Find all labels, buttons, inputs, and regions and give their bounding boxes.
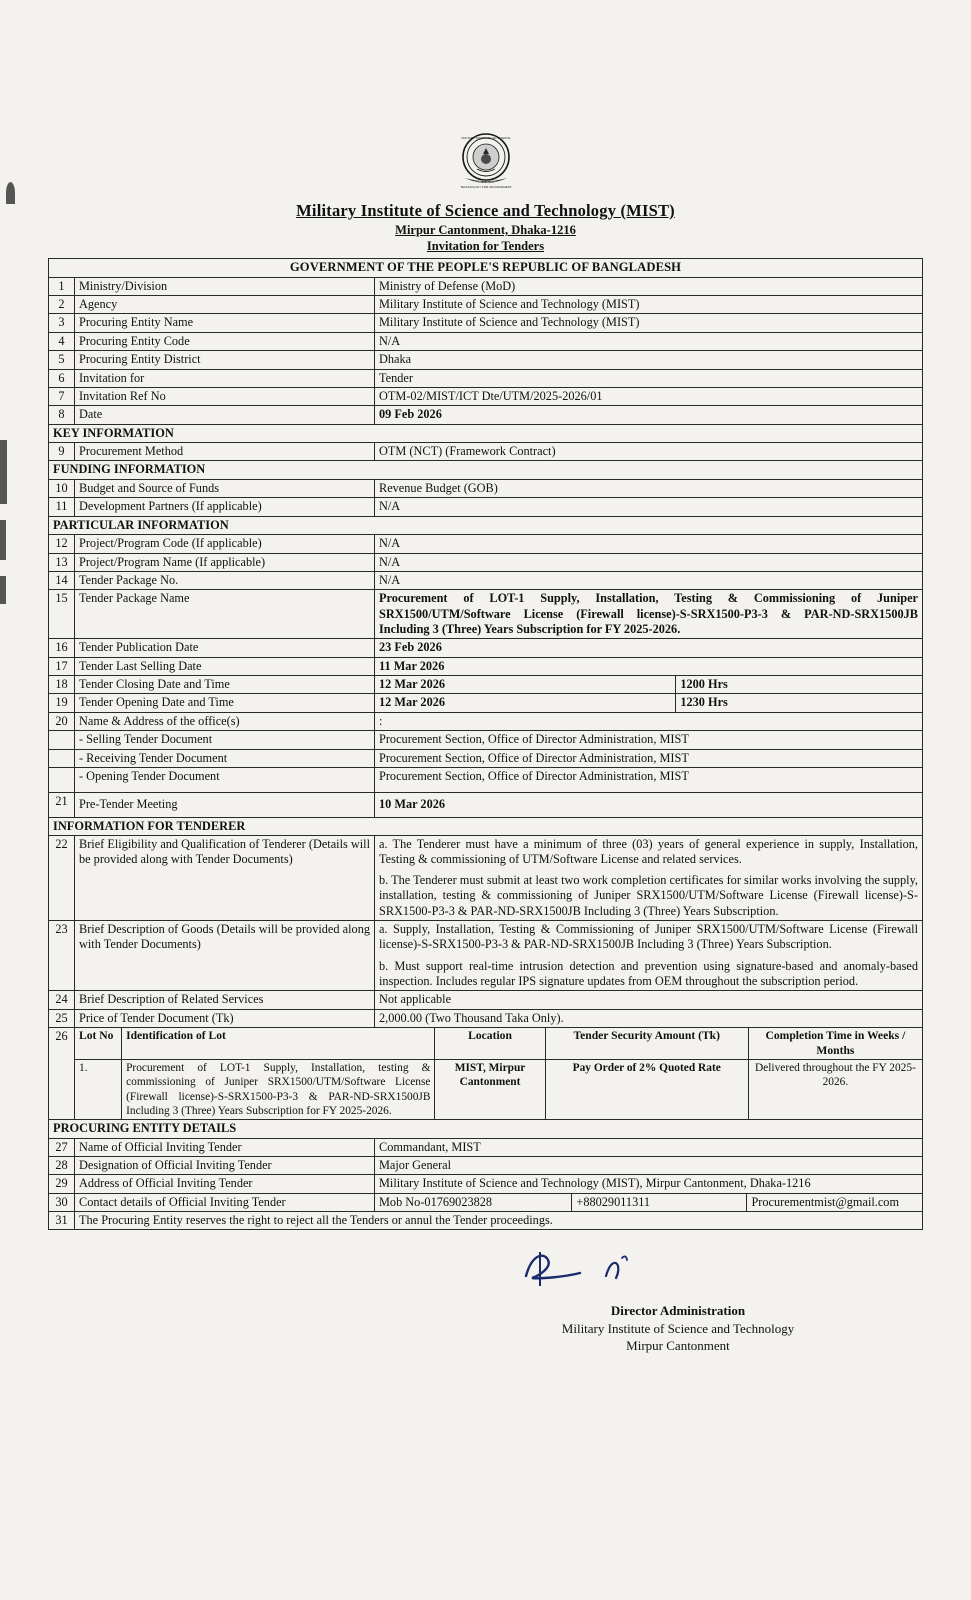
table-row	[49, 314, 923, 332]
row-label: Contact details of Official Inviting Tender	[75, 1193, 375, 1211]
row-number	[49, 749, 75, 767]
lot-completion-header: Completion Time in Weeks / Months	[748, 1028, 922, 1059]
table-row	[49, 1156, 923, 1174]
lot-header-row	[75, 1028, 922, 1059]
table-row	[49, 406, 923, 424]
government-banner: GOVERNMENT OF THE PEOPLE'S REPUBLIC OF BANGLADESH	[49, 259, 923, 278]
row-value: N/A	[375, 332, 923, 350]
row-number: 30	[49, 1193, 75, 1211]
row-label: Tender Package Name	[75, 590, 375, 639]
row-label: Tender Opening Date and Time	[75, 694, 375, 712]
row-label: Name of Official Inviting Tender	[75, 1138, 375, 1156]
row-label: Brief Eligibility and Qualification of Tenderer (Details will be provided along with Tender Documents)	[75, 836, 375, 921]
closing-date: 12 Mar 2026	[379, 677, 446, 692]
table-row	[49, 991, 923, 1009]
row-value	[375, 836, 923, 921]
table-row	[49, 296, 923, 314]
lot-identification-value: Procurement of LOT-1 Supply, Installation, testing & commissioning of Juniper SRX1500/UTM/Software License (Firewall license)-S-SRX1500-P3-3 & PAR-ND-SRX1500JB Including 3 (Three) Years Subscription for FY 2025-2026.	[122, 1060, 435, 1120]
row-value: Procurement Section, Office of Director Administration, MIST	[375, 767, 923, 792]
row-value	[375, 920, 923, 990]
row-number: 9	[49, 443, 75, 461]
table-row	[49, 1175, 923, 1193]
signature-caption	[468, 1302, 888, 1355]
table-row	[49, 1009, 923, 1027]
row-label: Price of Tender Document (Tk)	[75, 1009, 375, 1027]
opening-datetime-table	[375, 694, 922, 711]
row-number: 11	[49, 498, 75, 516]
table-row	[49, 694, 923, 712]
row-label: Procuring Entity Name	[75, 314, 375, 332]
row-label: Tender Closing Date and Time	[75, 676, 375, 694]
row-value	[375, 676, 923, 694]
table-row	[49, 553, 923, 571]
row-number: 23	[49, 920, 75, 990]
row-value: N/A	[375, 535, 923, 553]
section-header-row	[49, 817, 923, 836]
table-row	[49, 749, 923, 767]
row-value: 2,000.00 (Two Thousand Taka Only).	[375, 1009, 923, 1027]
row-value	[375, 1193, 923, 1211]
row-number: 4	[49, 332, 75, 350]
section-header-row	[49, 1120, 923, 1139]
row-number: 21	[49, 793, 75, 817]
lot-details-table	[75, 1028, 922, 1119]
document-type: Invitation for Tenders	[426, 239, 545, 253]
table-row	[49, 767, 923, 792]
row-label: Procuring Entity District	[75, 351, 375, 369]
table-row	[49, 387, 923, 405]
row-value: 23 Feb 2026	[375, 639, 923, 657]
table-row	[49, 1138, 923, 1156]
handwritten-signature-icon	[518, 1246, 648, 1292]
section-information-for-tenderer: INFORMATION FOR TENDERER	[49, 817, 923, 836]
row-label: Tender Package No.	[75, 571, 375, 589]
section-header-row	[49, 424, 923, 443]
signatory-location: Mirpur Cantonment	[626, 1338, 730, 1354]
row-value: Major General	[375, 1156, 923, 1174]
tender-information-table	[48, 258, 923, 1230]
row-number: 20	[49, 712, 75, 730]
row-number: 25	[49, 1009, 75, 1027]
row-value: 11 Mar 2026	[375, 657, 923, 675]
row-value: Procurement Section, Office of Director Administration, MIST	[375, 749, 923, 767]
row-number: 13	[49, 553, 75, 571]
row-value: Military Institute of Science and Technology (MIST)	[375, 296, 923, 314]
lot-location-header: Location	[435, 1028, 545, 1059]
table-row	[49, 1193, 923, 1211]
row-value: Revenue Budget (GOB)	[375, 479, 923, 497]
row-number: 28	[49, 1156, 75, 1174]
row-number: 1	[49, 277, 75, 295]
row-label: - Selling Tender Document	[75, 731, 375, 749]
row-number	[49, 731, 75, 749]
organization-address: Mirpur Cantonment, Dhaka-1216	[395, 223, 576, 237]
row-label: Name & Address of the office(s)	[75, 712, 375, 730]
row-label: Address of Official Inviting Tender	[75, 1175, 375, 1193]
row-label: Date	[75, 406, 375, 424]
row-number: 22	[49, 836, 75, 921]
table-row	[49, 369, 923, 387]
contact-details-table	[375, 1194, 922, 1211]
tender-package-name-value: Procurement of LOT-1 Supply, Installation, Testing & Commissioning of Juniper SRX1500/UTM/Software License (Firewall license)-S-SRX1500-P3-3 & PAR-ND-SRX1500JB Including 3 (Three) Years Subscription for FY 2025-2026.	[375, 590, 923, 639]
row-label: Project/Program Name (If applicable)	[75, 553, 375, 571]
row-value: N/A	[375, 571, 923, 589]
row-label: Brief Description of Goods (Details will be provided along with Tender Documents)	[75, 920, 375, 990]
row-value: N/A	[375, 498, 923, 516]
row-value: Procurement Section, Office of Director Administration, MIST	[375, 731, 923, 749]
crest-logo-container	[0, 0, 971, 195]
svg-text:BANGLADESH: BANGLADESH	[473, 180, 498, 184]
row-number: 24	[49, 991, 75, 1009]
table-row	[49, 332, 923, 350]
row-value: N/A	[375, 553, 923, 571]
row-label: - Receiving Tender Document	[75, 749, 375, 767]
row-label: - Opening Tender Document	[75, 767, 375, 792]
section-particular-information: PARTICULAR INFORMATION	[49, 516, 923, 535]
opening-time: 1230 Hrs	[676, 694, 922, 711]
section-header-row	[49, 516, 923, 535]
row-label: Budget and Source of Funds	[75, 479, 375, 497]
row-number: 5	[49, 351, 75, 369]
signatory-organization: Military Institute of Science and Technology	[561, 1320, 795, 1336]
row-number: 12	[49, 535, 75, 553]
row-label: Agency	[75, 296, 375, 314]
table-row	[49, 731, 923, 749]
row-label: Invitation for	[75, 369, 375, 387]
row-value: Ministry of Defense (MoD)	[375, 277, 923, 295]
lot-table-row	[49, 1028, 923, 1120]
row-number: 14	[49, 571, 75, 589]
table-row	[49, 657, 923, 675]
signatory-designation: Director Administration	[610, 1303, 746, 1319]
row-number: 3	[49, 314, 75, 332]
table-row	[49, 351, 923, 369]
table-row	[49, 479, 923, 497]
lot-identification-header: Identification of Lot	[122, 1028, 435, 1059]
row-label: Invitation Ref No	[75, 387, 375, 405]
eligibility-para-b: b. The Tenderer must submit at least two work completion certificates for similar works involving the supply, installation, testing & commissioning of Juniper SRX1500/UTM/Software License (Firewall license)-S-SRX1500-P3-3 & PAR-ND-SRX1500JB Including 3 (Three) Years Subscription.	[379, 872, 918, 918]
signature-block	[48, 1244, 923, 1364]
row-number: 18	[49, 676, 75, 694]
row-value: OTM (NCT) (Framework Contract)	[375, 443, 923, 461]
table-row	[49, 277, 923, 295]
row-label: Procuring Entity Code	[75, 332, 375, 350]
closing-datetime-table	[375, 676, 922, 693]
row-label: Designation of Official Inviting Tender	[75, 1156, 375, 1174]
row-label: Ministry/Division	[75, 277, 375, 295]
eligibility-para-a: a. The Tenderer must have a minimum of three (03) years of general experience in supply, Installation, Testing & commissioning of UTM/Software License and related services.	[379, 837, 918, 867]
row-number: 19	[49, 694, 75, 712]
section-procuring-entity-details: PROCURING ENTITY DETAILS	[49, 1120, 923, 1139]
svg-text:TECHNOLOGY FOR ADVANCEMENT: TECHNOLOGY FOR ADVANCEMENT	[459, 185, 512, 189]
row-number: 27	[49, 1138, 75, 1156]
table-row	[49, 498, 923, 516]
row-label: Development Partners (If applicable)	[75, 498, 375, 516]
row-label: Project/Program Code (If applicable)	[75, 535, 375, 553]
row-value: OTM-02/MIST/ICT Dte/UTM/2025-2026/01	[375, 387, 923, 405]
table-row	[49, 836, 923, 921]
row-value: Tender	[375, 369, 923, 387]
table-row	[49, 535, 923, 553]
row-number: 8	[49, 406, 75, 424]
row-number	[49, 767, 75, 792]
mist-crest-icon	[455, 128, 517, 190]
table-row	[49, 793, 923, 817]
goods-para-a: a. Supply, Installation, Testing & Commissioning of Juniper SRX1500/UTM/Software License (Firewall license)-S-SRX1500-P3-3 & PAR-ND-SRX1500JB Including 3 (Three) Years Subscription.	[379, 921, 918, 952]
goods-para-b: b. Must support real-time intrusion detection and prevention using signature-based and anomaly-based inspection. Includes regular IPS signature updates from OEM throughout the subscription period.	[379, 958, 918, 988]
row-value: Dhaka	[375, 351, 923, 369]
row-label: Procurement Method	[75, 443, 375, 461]
row-value: Not applicable	[375, 991, 923, 1009]
table-row	[49, 712, 923, 730]
row-number: 10	[49, 479, 75, 497]
row-value: :	[375, 712, 923, 730]
row-number: 26	[49, 1028, 75, 1120]
svg-text:MILITARY INSTITUTE OF SCIENCE: MILITARY INSTITUTE OF SCIENCE	[460, 136, 511, 140]
row-value	[375, 694, 923, 712]
row-number: 29	[49, 1175, 75, 1193]
table-row	[49, 639, 923, 657]
opening-date: 12 Mar 2026	[379, 695, 446, 710]
row-number: 17	[49, 657, 75, 675]
lot-completion-value: Delivered throughout the FY 2025-2026.	[748, 1060, 922, 1120]
lot-data-row	[75, 1060, 922, 1120]
row-number: 6	[49, 369, 75, 387]
row-label: Tender Last Selling Date	[75, 657, 375, 675]
table-row	[49, 920, 923, 990]
row-value: Military Institute of Science and Technology (MIST)	[375, 314, 923, 332]
row-value: Military Institute of Science and Technology (MIST), Mirpur Cantonment, Dhaka-1216	[375, 1175, 923, 1193]
table-row	[49, 1211, 923, 1229]
table-row	[49, 443, 923, 461]
organization-title: Military Institute of Science and Technology (MIST)	[296, 201, 675, 220]
contact-mobile: Mob No-01769023828	[379, 1194, 493, 1209]
lot-table-cell	[75, 1028, 923, 1120]
closing-time: 1200 Hrs	[676, 676, 922, 693]
lot-security-header: Tender Security Amount (Tk)	[545, 1028, 748, 1059]
row-number: 16	[49, 639, 75, 657]
table-row	[49, 571, 923, 589]
row-label: Brief Description of Related Services	[75, 991, 375, 1009]
row-value: The Procuring Entity reserves the right to reject all the Tenders or annul the Tender proceedings.	[75, 1211, 923, 1229]
row-label: Tender Publication Date	[75, 639, 375, 657]
contact-email[interactable]: Procurementmist@gmail.com	[747, 1194, 922, 1211]
table-banner-row	[49, 259, 923, 278]
lot-no-value: 1.	[75, 1060, 122, 1120]
section-funding-information: FUNDING INFORMATION	[49, 461, 923, 480]
row-number: 15	[49, 590, 75, 639]
row-number: 7	[49, 387, 75, 405]
row-number: 31	[49, 1211, 75, 1229]
contact-phone: +88029011311	[572, 1194, 747, 1211]
lot-security-value: Pay Order of 2% Quoted Rate	[545, 1060, 748, 1120]
table-row	[49, 676, 923, 694]
table-row	[49, 590, 923, 639]
row-number: 2	[49, 296, 75, 314]
section-key-information: KEY INFORMATION	[49, 424, 923, 443]
section-header-row	[49, 461, 923, 480]
row-label: Pre-Tender Meeting	[75, 793, 375, 817]
lot-location-value: MIST, Mirpur Cantonment	[435, 1060, 545, 1120]
row-value: 10 Mar 2026	[375, 793, 923, 817]
row-value: Commandant, MIST	[375, 1138, 923, 1156]
lot-no-header: Lot No	[75, 1028, 122, 1059]
row-value: 09 Feb 2026	[375, 406, 923, 424]
